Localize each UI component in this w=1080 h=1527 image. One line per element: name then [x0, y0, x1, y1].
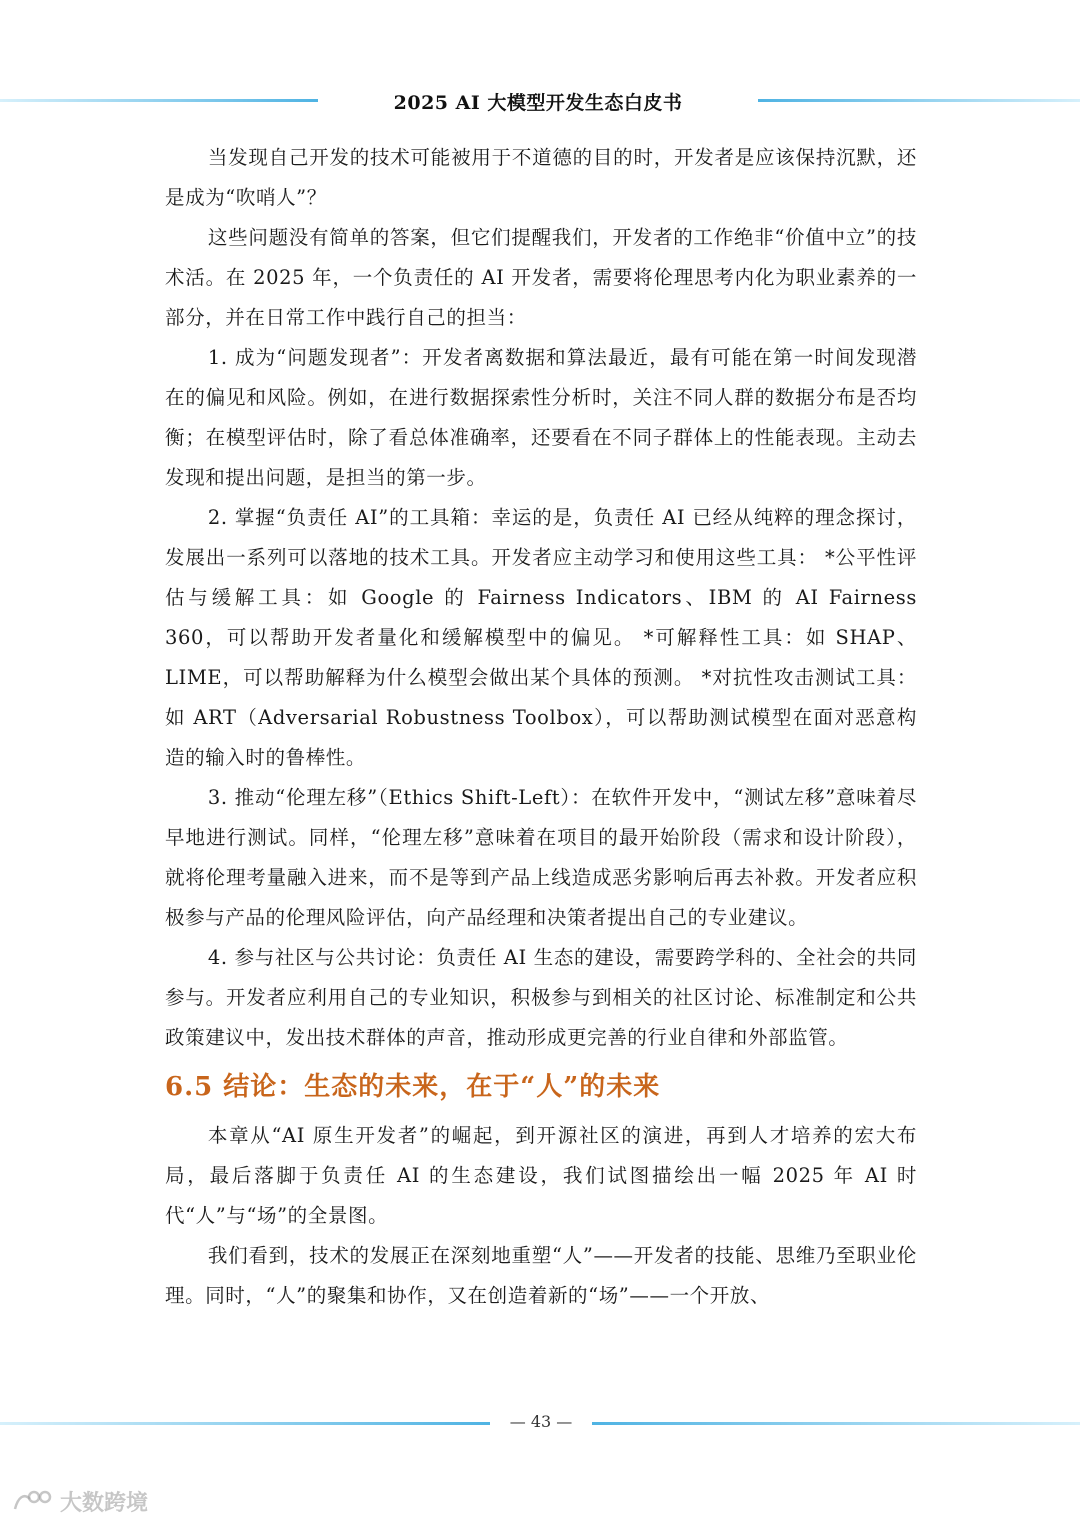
page-body [165, 138, 917, 1316]
list-item: 4. 参与社区与公共讨论：负责任 AI 生态的建设，需要跨学科的、全社会的共同参与。开发者应利用自己的专业知识，积极参与到相关的社区讨论、标准制定和公共政策建议中，发出技术群体的声音，推动形成更完善的行业自律和外部监管。 [165, 946, 917, 1049]
paragraph: 我们看到，技术的发展正在深刻地重塑“人”——开发者的技能、思维乃至职业伦理。同时，“人”的聚集和协作，又在创造着新的“场”——一个开放、 [165, 1244, 917, 1307]
page-number: — 43 — [509, 1412, 573, 1431]
paragraph: 当发现自己开发的技术可能被用于不道德的目的时，开发者是应该保持沉默，还是成为“吹哨人”？ [165, 146, 917, 209]
list-item: 3. 推动“伦理左移”（Ethics Shift-Left）：在软件开发中，“测试左移”意味着尽早地进行测试。同样，“伦理左移”意味着在项目的最开始阶段（需求和设计阶段），就将伦理考量融入进来，而不是等到产品上线造成恶劣影响后再去补救。开发者应积极参与产品的伦理风险评估，向产品经理和决策者提出自己的专业建议。 [165, 786, 917, 929]
watermark-logo-icon [12, 1489, 52, 1515]
list-item: 2. 掌握“负责任 AI”的工具箱：幸运的是，负责任 AI 已经从纯粹的理念探讨，发展出一系列可以落地的技术工具。开发者应主动学习和使用这些工具： *公平性评估与缓解工具：如 Google 的 Fairness Indicators、IBM 的 AI Fairness 360，可以帮助开发者量化和缓解模型中的偏见。 *可解释性工具：如 SHAP、LIME，可以帮助解释为什么模型会做出某个具体的预测。 *对抗性攻击测试工具：如 ART（Adversarial Robustness Toolbox），可以帮助测试模型在面对恶意构造的输入时的鲁棒性。 [165, 506, 917, 769]
page-header-title: 2025 AI 大模型开发生态白皮书 [393, 92, 683, 114]
list-item: 1. 成为“问题发现者”：开发者离数据和算法最近，最有可能在第一时间发现潜在的偏见和风险。例如，在进行数据探索性分析时，关注不同人群的数据分布是否均衡；在模型评估时，除了看总体准确率，还要看在不同子群体上的性能表现。主动去发现和提出问题，是担当的第一步。 [165, 346, 917, 489]
paragraph: 这些问题没有简单的答案，但它们提醒我们，开发者的工作绝非“价值中立”的技术活。在 2025 年，一个负责任的 AI 开发者，需要将伦理思考内化为职业素养的一部分，并在日常工作中践行自己的担当： [165, 226, 917, 329]
footer-rule-left [0, 1422, 490, 1425]
watermark [12, 1486, 148, 1517]
header-rule-left [0, 99, 318, 102]
paragraph: 本章从“AI 原生开发者”的崛起，到开源社区的演进，再到人才培养的宏大布局，最后落脚于负责任 AI 的生态建设，我们试图描绘出一幅 2025 年 AI 时代“人”与“场”的全景图。 [165, 1124, 917, 1227]
header-rule-right [758, 99, 1080, 102]
watermark-text: 大数跨境 [60, 1491, 149, 1516]
footer-rule-right [592, 1422, 1080, 1425]
section-heading: 6.5 结论：生态的未来，在于“人”的未来 [165, 1072, 661, 1102]
